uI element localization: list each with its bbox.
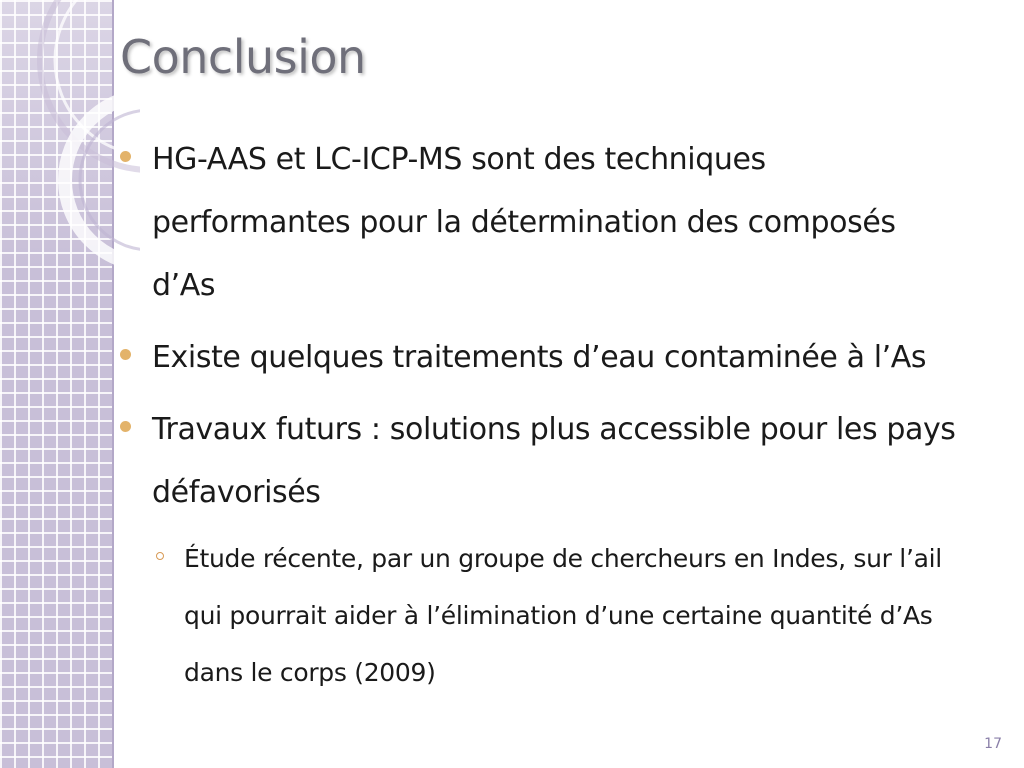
decorative-arcs — [0, 0, 140, 300]
page-number: 17 — [984, 736, 1002, 752]
hollow-circle-icon — [156, 552, 164, 560]
bullet-item — [120, 326, 960, 389]
bullet-item — [120, 398, 960, 524]
bullet-dot-icon — [120, 421, 131, 432]
sub-bullet-text: Étude récente, par un groupe de chercheurs en Indes, sur l’ail qui pourrait aider à l’élimination d’une certaine quantité d’As dans le corps (2009) — [184, 544, 942, 687]
bullet-text: Existe quelques traitements d’eau contaminée à l’As — [152, 340, 927, 375]
bullet-dot-icon — [120, 349, 131, 360]
bullet-text: HG-AAS et LC-ICP-MS sont des techniques performantes pour la détermination des composés d’As — [152, 142, 896, 303]
bullet-text: Travaux futurs : solutions plus accessible pour les pays défavorisés — [152, 412, 956, 510]
slide-title: Conclusion — [120, 30, 366, 84]
bullet-dot-icon — [120, 151, 131, 162]
bullet-item — [120, 128, 960, 317]
sub-bullet-item — [120, 530, 960, 701]
slide-content — [120, 128, 960, 701]
